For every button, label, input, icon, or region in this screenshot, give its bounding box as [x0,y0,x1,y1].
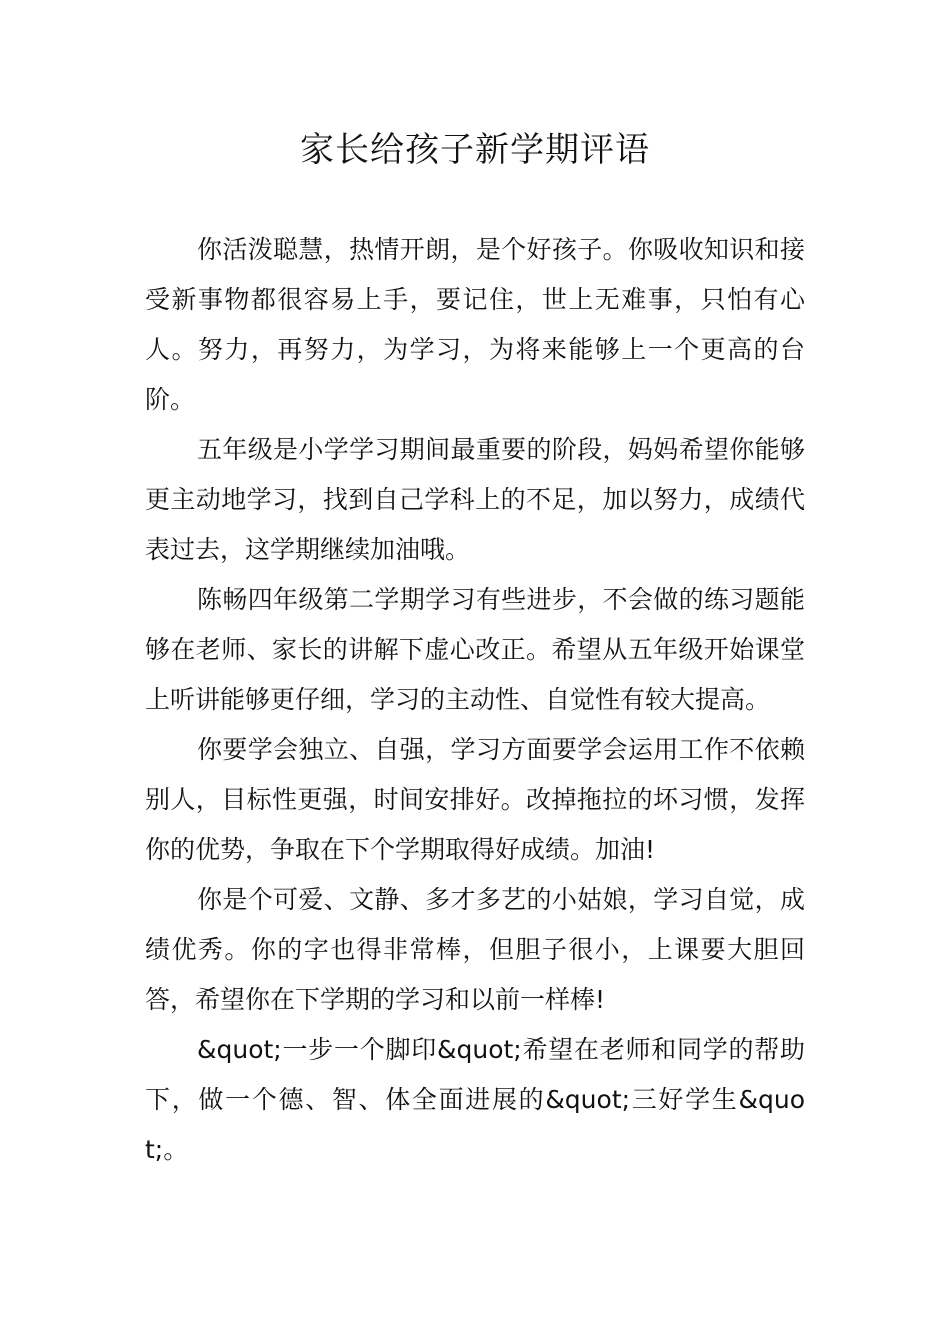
paragraph-1: 你活泼聪慧，热情开朗，是个好孩子。你吸收知识和接受新事物都很容易上手，要记住，世上无难事，只怕有心人。努力，再努力，为学习，为将来能够上一个更高的台阶。 [145,235,805,414]
paragraph-3: 陈畅四年级第二学期学习有些进步，不会做的练习题能够在老师、家长的讲解下虚心改正。希望从五年级开始课堂上听讲能够更仔细，学习的主动性、自觉性有较大提高。 [145,585,805,714]
paragraph-5: 你是个可爱、文静、多才多艺的小姑娘，学习自觉，成绩优秀。你的字也得非常棒，但胆子很小，上课要大胆回答，希望你在下学期的学习和以前一样棒! [145,885,805,1014]
paragraph-6: &quot;一步一个脚印&quot;希望在老师和同学的帮助下，做一个德、智、体全面进展的&quot;三好学生&quot;。 [145,1035,805,1164]
paragraph-4: 你要学会独立、自强，学习方面要学会运用工作不依赖别人，目标性更强，时间安排好。改掉拖拉的坏习惯，发挥你的优势，争取在下个学期取得好成绩。加油! [145,735,805,864]
document-title: 家长给孩子新学期评语 [300,130,650,170]
paragraph-2: 五年级是小学学习期间最重要的阶段，妈妈希望你能够更主动地学习，找到自己学科上的不足，加以努力，成绩代表过去，这学期继续加油哦。 [145,435,805,564]
document-body [145,225,805,1175]
